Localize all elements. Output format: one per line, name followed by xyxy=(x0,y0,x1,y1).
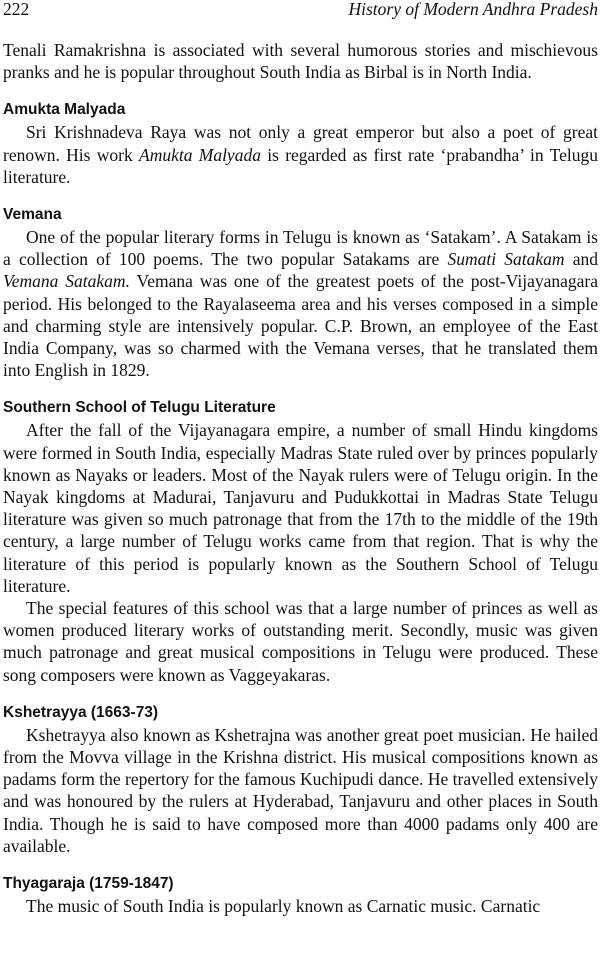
text-run: Sri Krishnadeva Raya was not only a great emperor but also a poet of great renown. His work xyxy=(3,122,598,165)
text-run: and xyxy=(564,249,598,270)
text-run: is regarded as first rate ‘prabandha’ in Telugu literature. xyxy=(3,144,598,187)
southern-school-paragraph-2: The special features of this school was that a large number of princes as well as women produced literary works of outstanding merit. Secondly, music was given much patronage and great musical compositions in Telugu were produced. These song composers were known as Vaggeyakaras. xyxy=(3,598,598,685)
work-title: Amukta Malyada xyxy=(139,144,261,165)
section-heading-southern-school: Southern School of Telugu Literature xyxy=(3,399,276,417)
work-title: Vemana Satakam. xyxy=(3,271,130,292)
section-heading-amukta-malyada: Amukta Malyada xyxy=(3,101,126,119)
section-heading-kshetrayya: Kshetrayya (1663-73) xyxy=(3,703,159,721)
section-heading-thyagaraja: Thyagaraja (1759-1847) xyxy=(3,875,174,893)
work-title: Sumati Satakam xyxy=(447,249,565,270)
amukta-malyada-paragraph xyxy=(3,121,598,188)
page-number: 222 xyxy=(3,0,30,19)
section-heading-vemana: Vemana xyxy=(3,206,62,224)
text-run: Vemana was one of the greatest poets of the post-Vijayanagara period. His belonged to the Rayalaseema area and his verses composed in a simple and charming style are intensively popular. C.P. Brown, an employee of the East India Company, was so charmed with the Vemana verses, that he translated them into English in 1829. xyxy=(3,271,598,381)
running-header xyxy=(3,0,598,22)
thyagaraja-paragraph: The music of South India is popularly known as Carnatic music. Carnatic xyxy=(26,896,541,917)
southern-school-paragraph-1: After the fall of the Vijayanagara empire, a number of small Hindu kingdoms were formed in South India, especially Madras State ruled over by princes popularly known as Nayaks or leaders. Most of the Nayak rulers were of Telugu origin. In the Nayak kingdoms at Madurai, Tanjavuru and Pudukkottai in Madras State Telugu literature was given so much patronage that from the 17th to the middle of the 19th century, a large number of Telugu works came from that region. That is why the literature of this period is popularly known as the Southern School of Telugu literature. xyxy=(3,420,598,596)
text-run: One of the popular literary forms in Telugu is known as ‘Satakam’. A Satakam is a collection of 100 poems. The two popular Satakams are xyxy=(3,227,598,270)
vemana-paragraph xyxy=(3,226,598,381)
intro-paragraph: Tenali Ramakrishna is associated with several humorous stories and mischievous pranks and he is popular throughout South India as Birbal is in North India. xyxy=(3,40,598,83)
kshetrayya-paragraph: Kshetrayya also known as Kshetrajna was another great poet musician. He hailed from the Movva village in the Krishna district. His musical compositions known as padams form the repertory for the famous Kuchipudi dance. He travelled extensively and was honoured by the rulers at Hyderabad, Tanjavuru and other places in South India. Though he is said to have composed more than 4000 padams only 400 are available. xyxy=(3,724,598,856)
running-title: History of Modern Andhra Pradesh xyxy=(348,0,598,19)
